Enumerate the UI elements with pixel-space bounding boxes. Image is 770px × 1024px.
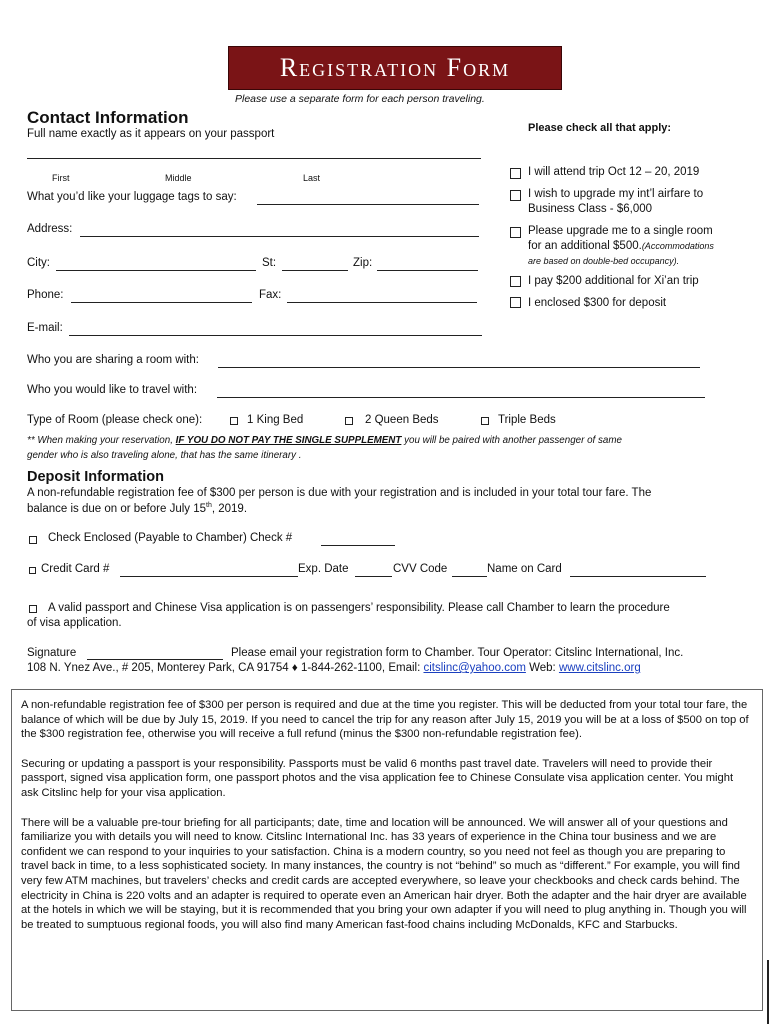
page-edge-mark [767, 960, 769, 1024]
credit-card-checkbox[interactable] [29, 567, 36, 574]
check-enclosed-label: Check Enclosed (Payable to Chamber) Check # [48, 532, 293, 544]
cvv-field[interactable] [452, 576, 487, 577]
credit-card-field[interactable] [120, 576, 298, 577]
terms-passport-paragraph: Securing or updating a passport is your responsibility. Passports must be valid 6 months past travel date. Travelers will need to provide their passport, signed visa application form, one passport photos and the visa application fee to Chinese Consulate visa application center. You might ask Citslinc help for your visa application. [21, 757, 734, 799]
room-note: ** When making your reservation, IF YOU DO NOT PAY THE SINGLE SUPPLEMENT you will be paired with another passenger of same [27, 435, 622, 446]
fullname-label: Full name exactly as it appears on your passport [27, 128, 275, 140]
travel-with-field[interactable] [217, 397, 705, 398]
credit-card-label: Credit Card # [41, 563, 110, 575]
queen-beds-checkbox[interactable] [345, 417, 353, 425]
fax-field[interactable] [287, 302, 477, 303]
city-label: City: [27, 257, 50, 269]
xian-trip-checkbox[interactable] [510, 276, 521, 287]
attend-trip-label: I will attend trip Oct 12 – 20, 2019 [528, 166, 700, 178]
deposit-heading: Deposit Information [27, 469, 164, 485]
airfare-upgrade-label: I wish to upgrade my int’l airfare to [528, 188, 704, 200]
king-bed-label: 1 King Bed [247, 414, 304, 426]
middle-name-label: Middle [165, 173, 192, 183]
single-room-note-2: are based on double-bed occupancy). [528, 256, 680, 266]
single-room-checkbox[interactable] [510, 227, 521, 238]
sharing-label: Who you are sharing a room with: [27, 354, 199, 366]
signature-label: Signature [27, 647, 77, 659]
zip-label: Zip: [353, 257, 373, 269]
terms-briefing-paragraph: There will be a valuable pre-tour briefing for all participants; date, time and location will be announced. We will answer all of your questions and familiarize you with details you will need to know. Citslinc International Inc. has 33 years of experience in the China tour business and we are confident we can respond to your inquiries to your satisfaction. China is a modern country, so you need not feel as though you are preparing to travel back in time, to a less sophisticated society. In many instances, the country is not “behind” so much as “different.” For example, you will find very few ATM machines, but travelers’ checks and credit cards are accepted everywhere, so leave your checkbooks and check cards behind. The electricity in China is 220 volts and an adapter is required to operate even an American hair dryer. Both the adapter and the hair dryer are available at the hotels in which we will be staying, but it is recommended that you bring your own adapter if you will need to plug anything in. Though you will be treated to sumptuous regional foods, you will also find many American fast-food chains including McDonalds, KFC and Starbucks. [21, 816, 747, 931]
apply-heading: Please check all that apply: [528, 122, 672, 134]
email-instructions: Please email your registration form to Chamber. Tour Operator: Citslinc International, Inc. [231, 647, 684, 659]
email-label: E-mail: [27, 322, 63, 334]
email-field[interactable] [69, 335, 482, 336]
email-link[interactable]: citslinc@yahoo.com [423, 662, 526, 674]
operator-address: 108 N. Ynez Ave., # 205, Monterey Park, CA 91754 ♦ 1-844-262-1100, Email: citslinc@yahoo.com Web: www.citslinc.org [27, 662, 641, 674]
attend-trip-checkbox[interactable] [510, 168, 521, 179]
single-supplement-emphasis: IF YOU DO NOT PAY THE SINGLE SUPPLEMENT [175, 435, 402, 446]
triple-beds-label: Triple Beds [498, 414, 556, 426]
room-type-label: Type of Room (please check one): [27, 414, 203, 426]
triple-beds-checkbox[interactable] [481, 417, 489, 425]
king-bed-checkbox[interactable] [230, 417, 238, 425]
signature-field[interactable] [87, 659, 223, 660]
name-on-card-field[interactable] [570, 576, 706, 577]
contact-heading: Contact Information [27, 108, 189, 127]
state-label: St: [262, 257, 277, 269]
deposit-enclosed-label: I enclosed $300 for deposit [528, 297, 667, 309]
phone-label: Phone: [27, 289, 64, 301]
phone-field[interactable] [71, 302, 252, 303]
form-title: Registration Form [228, 46, 562, 90]
city-field[interactable] [56, 270, 256, 271]
terms-fee-paragraph: A non-refundable registration fee of $300 per person is required and due at the time you register. This will be deducted from your total tour fare, the balance of which will be due by July 15, 2019. If you need to cancel the trip for any reason after July 15, 2019 you will be at a loss of $500 on top of the $300 registration fee, otherwise you will receive a full refund (minus the $300 non-refundable registration fee). [21, 699, 749, 741]
passport-text-2: of visa application. [27, 617, 122, 629]
form-subtitle: Please use a separate form for each person traveling. [235, 93, 485, 105]
address-field[interactable] [80, 236, 479, 237]
single-room-label: Please upgrade me to a single room [528, 225, 713, 237]
deposit-text: A non-refundable registration fee of $300 per person is due with your registration and is included in your total tour fare. The [27, 487, 652, 499]
name-on-card-label: Name on Card [487, 563, 562, 575]
cvv-label: CVV Code [393, 563, 448, 575]
exp-date-field[interactable] [355, 576, 392, 577]
last-name-label: Last [303, 173, 321, 183]
web-link[interactable]: www.citslinc.org [558, 662, 641, 674]
address-label: Address: [27, 223, 73, 235]
luggage-field[interactable] [257, 204, 479, 205]
check-enclosed-checkbox[interactable] [29, 536, 37, 544]
luggage-label: What you’d like your luggage tags to say: [27, 191, 237, 203]
passport-ack-checkbox[interactable] [29, 605, 37, 613]
fax-label: Fax: [259, 289, 282, 301]
fullname-field[interactable] [27, 158, 481, 159]
deposit-enclosed-checkbox[interactable] [510, 297, 521, 308]
state-field[interactable] [282, 270, 348, 271]
travel-with-label: Who you would like to travel with: [27, 384, 198, 396]
airfare-upgrade-price: Business Class - $6,000 [528, 203, 653, 215]
deposit-text-2: balance is due on or before July 15th, 2019. [27, 502, 248, 515]
first-name-label: First [52, 173, 70, 183]
airfare-upgrade-checkbox[interactable] [510, 190, 521, 201]
sharing-field[interactable] [218, 367, 700, 368]
single-room-price: for an additional $500.(Accommodations [528, 240, 714, 252]
passport-text: A valid passport and Chinese Visa application is on passengers’ responsibility. Please call Chamber to learn the procedure [48, 602, 670, 614]
xian-trip-label: I pay $200 additional for Xi’an trip [528, 275, 699, 287]
terms-box [11, 689, 763, 1011]
room-note-2: gender who is also traveling alone, that has the same itinerary . [27, 450, 302, 461]
single-room-note: (Accommodations [641, 241, 714, 251]
exp-date-label: Exp. Date [298, 563, 349, 575]
queen-beds-label: 2 Queen Beds [365, 414, 439, 426]
zip-field[interactable] [377, 270, 478, 271]
check-number-field[interactable] [321, 545, 395, 546]
